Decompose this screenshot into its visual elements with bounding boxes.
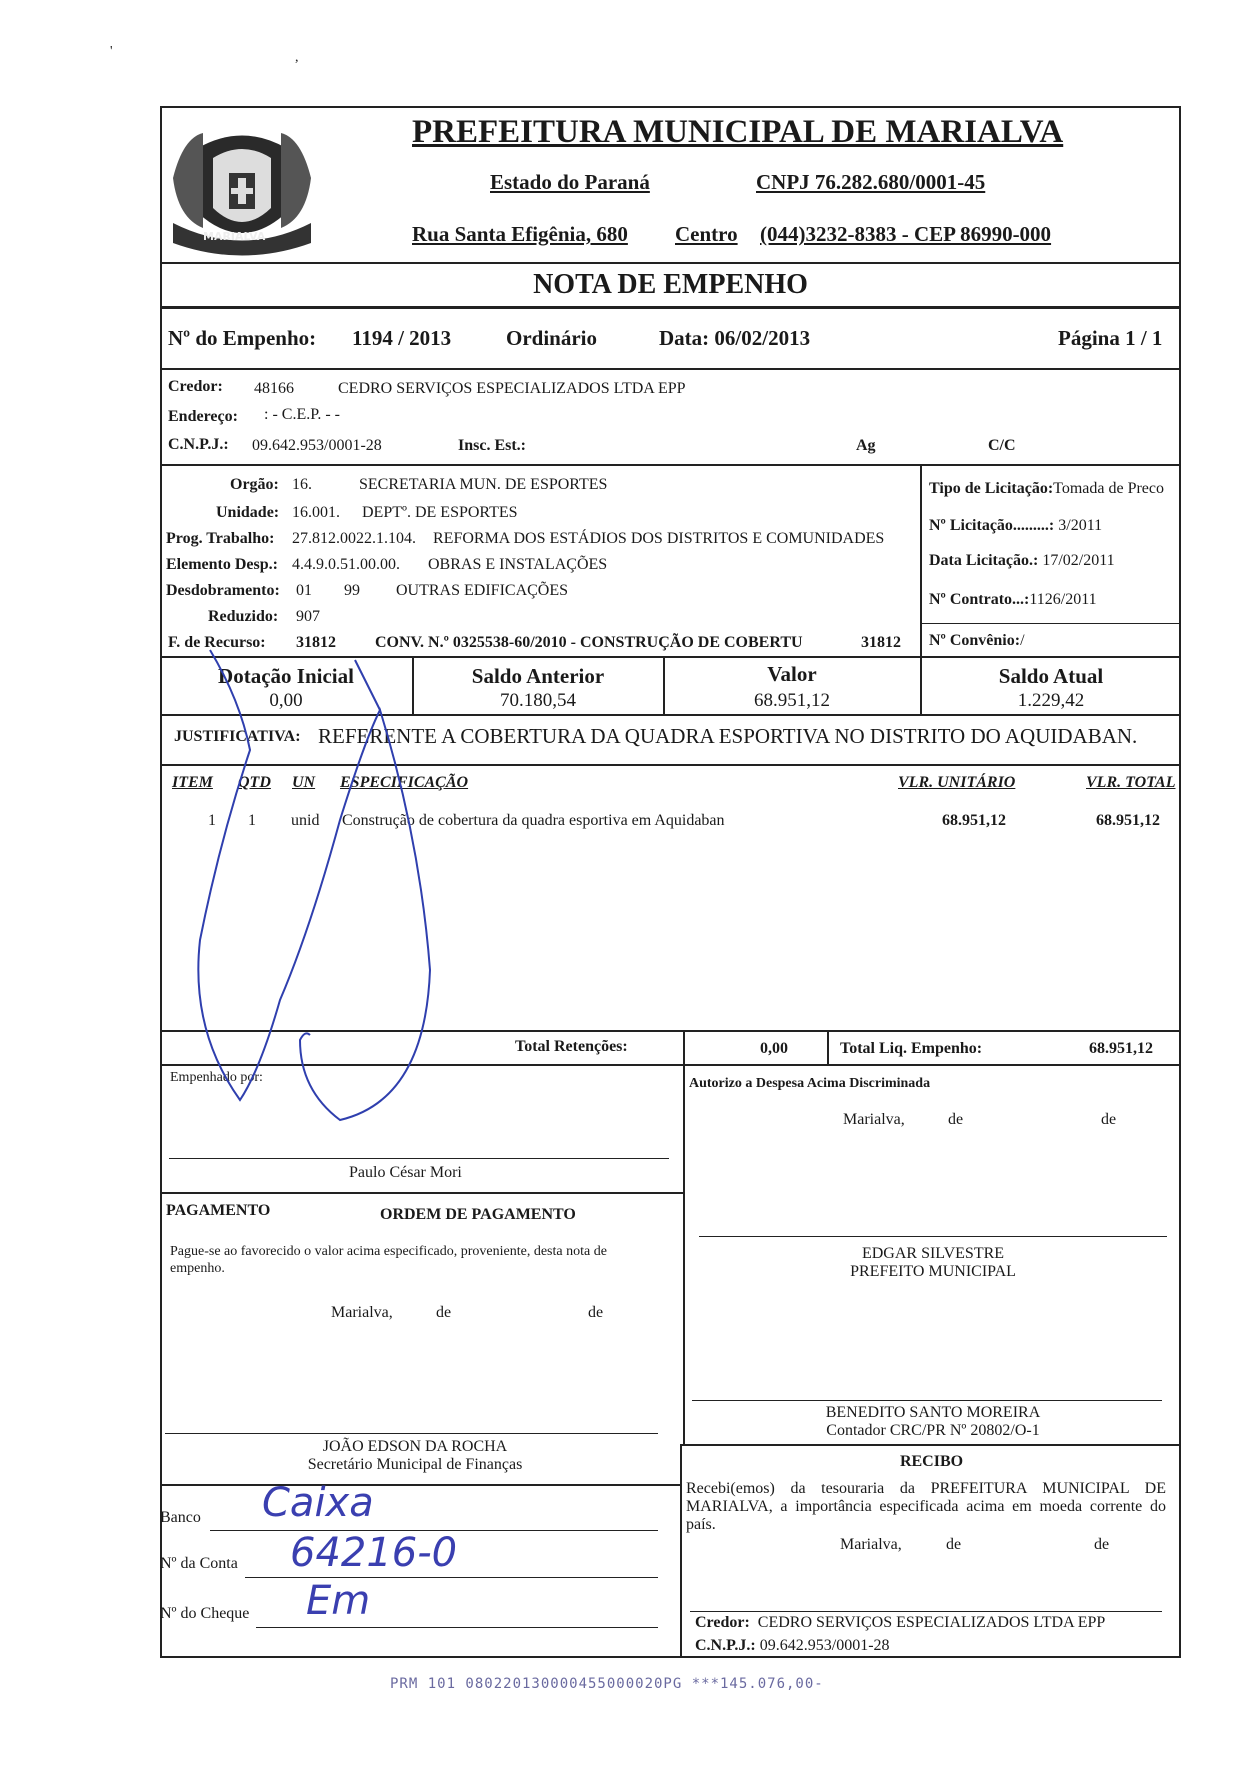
header-title: PREFEITURA MUNICIPAL DE MARIALVA xyxy=(412,114,1064,150)
pagamento-de1: de xyxy=(436,1304,452,1321)
retencoes-label: Total Retenções: xyxy=(515,1038,628,1055)
endereco-value: : - C.E.P. - - xyxy=(264,406,340,423)
autorizo-de1: de xyxy=(948,1111,964,1128)
col-unit: VLR. UNITÁRIO xyxy=(898,774,1016,791)
reduzido-code: 907 xyxy=(296,608,320,625)
licitacao-numero: Nº Licitação.........: 3/2011 xyxy=(929,517,1103,534)
recibo-de2: de xyxy=(1094,1536,1110,1553)
signature-line xyxy=(690,1611,1162,1612)
prog-desc: REFORMA DOS ESTÁDIOS DOS DISTRITOS E COMUNIDADES xyxy=(433,530,885,547)
unidade-label: Unidade: xyxy=(216,504,280,521)
row-un: unid xyxy=(291,812,320,829)
desdobramento-sub: 99 xyxy=(344,582,360,599)
desdobramento-code: 01 xyxy=(296,582,312,599)
header-cnpj: CNPJ 76.282.680/0001-45 xyxy=(756,170,986,194)
empenho-type: Ordinário xyxy=(506,326,598,350)
recibo-title: RECIBO xyxy=(899,1453,964,1470)
elemento-code: 4.4.9.0.51.00.00. xyxy=(292,556,400,573)
valor-label: Valor xyxy=(767,662,817,686)
saldo-atual-value: 1.229,42 xyxy=(1017,690,1085,711)
liquido-value: 68.951,12 xyxy=(1089,1040,1153,1057)
footer-code: PRM 101 080220130000455000020PG ***145.076,00- xyxy=(390,1676,824,1692)
signature-line xyxy=(699,1236,1167,1237)
col-item: ITEM xyxy=(172,774,213,791)
pagamento-signer: JOÃO EDSON DA ROCHA Secretário Municipal de Finanças xyxy=(307,1438,523,1473)
pagamento-label: PAGAMENTO xyxy=(166,1202,271,1219)
cheque-handwriting: Em xyxy=(306,1578,371,1624)
empenho-number: 1194 / 2013 xyxy=(352,326,452,350)
vertical-divider xyxy=(683,1030,685,1064)
prog-code: 27.812.0022.1.104. xyxy=(292,530,416,547)
credor-cnpj: 09.642.953/0001-28 xyxy=(252,437,382,454)
document-title: NOTA DE EMPENHO xyxy=(533,269,808,300)
row-unit: 68.951,12 xyxy=(942,812,1006,829)
retencoes-value: 0,00 xyxy=(760,1040,788,1057)
justificativa-label: JUSTIFICATIVA: xyxy=(174,728,301,745)
autorizo-signer: EDGAR SILVESTRE PREFEITO MUNICIPAL xyxy=(850,1245,1016,1280)
autorizo-place: Marialva, xyxy=(843,1111,905,1128)
desdobramento-label: Desdobramento: xyxy=(166,582,280,599)
dotacao-value: 0,00 xyxy=(269,690,303,711)
col-spec: ESPECIFICAÇÃO xyxy=(340,774,469,791)
divider xyxy=(160,368,1181,370)
recibo-de1: de xyxy=(946,1536,962,1553)
licitacao-tipo: Tipo de Licitação:Tomada de Preco xyxy=(929,480,1164,497)
contador-signer: BENEDITO SANTO MOREIRA Contador CRC/PR Nº 20802/O-1 xyxy=(825,1404,1041,1439)
unidade-code: 16.001. xyxy=(292,504,340,521)
autorizo-label: Autorizo a Despesa Acima Discriminada xyxy=(689,1076,931,1091)
vertical-divider xyxy=(827,1030,829,1064)
header-district: Centro xyxy=(675,222,738,246)
orgao-desc: SECRETARIA MUN. DE ESPORTES xyxy=(359,476,608,493)
orgao-code: 16. xyxy=(292,476,312,493)
ordem-label: ORDEM DE PAGAMENTO xyxy=(380,1206,576,1223)
empenho-page: Página 1 / 1 xyxy=(1058,326,1163,350)
divider xyxy=(920,623,1181,624)
scan-mark: ' xyxy=(110,44,113,59)
licitacao-convenio: Nº Convênio:/ xyxy=(929,632,1025,649)
divider xyxy=(160,1192,685,1194)
recurso-label: F. de Recurso: xyxy=(168,634,266,651)
divider xyxy=(160,306,1181,309)
saldo-atual-label: Saldo Atual xyxy=(998,664,1104,688)
row-qtd: 1 xyxy=(248,812,256,829)
coat-of-arms-text: MARIALVA xyxy=(203,230,266,243)
vertical-divider xyxy=(680,1444,682,1658)
col-total: VLR. TOTAL xyxy=(1086,774,1176,791)
saldo-anterior-label: Saldo Anterior xyxy=(471,664,605,688)
row-total: 68.951,12 xyxy=(1096,812,1160,829)
autorizo-de2: de xyxy=(1101,1111,1117,1128)
pagamento-text: Pague-se ao favorecido o valor acima especificado, proveniente, desta nota de empenho. xyxy=(170,1244,607,1276)
credor-label: Credor: xyxy=(168,378,223,395)
justificativa-text: REFERENTE A COBERTURA DA QUADRA ESPORTIVA NO DISTRITO DO AQUIDABAN. xyxy=(318,724,1138,748)
elemento-desc: OBRAS E INSTALAÇÕES xyxy=(428,556,608,573)
col-qtd: QTD xyxy=(238,774,271,791)
liquido-label: Total Liq. Empenho: xyxy=(840,1040,983,1057)
divider xyxy=(160,464,1181,466)
recibo-place: Marialva, xyxy=(840,1536,902,1553)
unidade-desc: DEPTº. DE ESPORTES xyxy=(362,504,518,521)
credor-code: 48166 xyxy=(254,380,294,397)
elemento-label: Elemento Desp.: xyxy=(166,556,278,573)
cc-label: C/C xyxy=(988,437,1016,454)
empenhado-label: Empenhado por: xyxy=(170,1070,263,1085)
endereco-label: Endereço: xyxy=(168,408,238,425)
empenho-number-label: Nº do Empenho: xyxy=(168,326,317,350)
empenho-date: Data: 06/02/2013 xyxy=(659,326,811,350)
recurso-desc: CONV. N.º 0325538-60/2010 - CONSTRUÇÃO DE COBERTU xyxy=(375,634,803,651)
prog-label: Prog. Trabalho: xyxy=(166,530,275,547)
scan-mark: , xyxy=(295,50,299,65)
conta-label: Nº da Conta xyxy=(160,1555,238,1572)
empenhado-name: Paulo César Mori xyxy=(349,1164,462,1181)
saldo-anterior-value: 70.180,54 xyxy=(500,690,576,711)
signature-line xyxy=(692,1400,1162,1401)
signature-scribble xyxy=(180,640,500,1160)
conta-handwriting: 64216-0 xyxy=(290,1530,458,1576)
recibo-text: Recebi(emos) da tesouraria da PREFEITURA MUNICIPAL DE MARIALVA, a importância especificada acima em moeda corrente do país. xyxy=(686,1480,1166,1533)
desdobramento-desc: OUTRAS EDIFICAÇÕES xyxy=(396,582,569,599)
pagamento-de2: de xyxy=(588,1304,604,1321)
header-state: Estado do Paraná xyxy=(490,170,650,194)
row-item: 1 xyxy=(208,812,216,829)
signature-line xyxy=(165,1433,658,1434)
vertical-divider xyxy=(920,464,922,656)
col-un: UN xyxy=(292,774,316,791)
banco-handwriting: Caixa xyxy=(262,1480,374,1526)
row-spec: Construção de cobertura da quadra esportiva em Aquidaban xyxy=(342,812,725,829)
insc-est-label: Insc. Est.: xyxy=(458,437,527,454)
pagamento-place: Marialva, xyxy=(331,1304,393,1321)
reduzido-label: Reduzido: xyxy=(208,608,279,625)
licitacao-contrato: Nº Contrato...:1126/2011 xyxy=(929,591,1097,608)
cheque-label: Nº do Cheque xyxy=(160,1605,250,1622)
divider xyxy=(160,1484,680,1486)
orgao-label: Orgão: xyxy=(230,476,279,493)
divider xyxy=(682,1444,1181,1446)
header-phone-cep: (044)3232-8383 - CEP 86990-000 xyxy=(760,222,1052,246)
credor-name: CEDRO SERVIÇOS ESPECIALIZADOS LTDA EPP xyxy=(338,380,686,397)
recibo-cnpj: C.N.P.J.: 09.642.953/0001-28 xyxy=(695,1637,890,1654)
recurso-code: 31812 xyxy=(296,634,336,651)
dotacao-label: Dotação Inicial xyxy=(218,664,354,688)
header-address: Rua Santa Efigênia, 680 xyxy=(412,222,628,246)
recibo-credor: Credor: CEDRO SERVIÇOS ESPECIALIZADOS LTDA EPP xyxy=(695,1614,1106,1631)
credor-cnpj-label: C.N.P.J.: xyxy=(168,436,229,453)
coat-of-arms xyxy=(163,118,321,268)
banco-label: Banco xyxy=(160,1509,201,1526)
valor-value: 68.951,12 xyxy=(754,690,830,711)
licitacao-data: Data Licitação.: 17/02/2011 xyxy=(929,552,1115,569)
recurso-number: 31812 xyxy=(861,634,901,651)
cheque-line xyxy=(256,1627,658,1628)
ag-label: Ag xyxy=(856,437,876,454)
